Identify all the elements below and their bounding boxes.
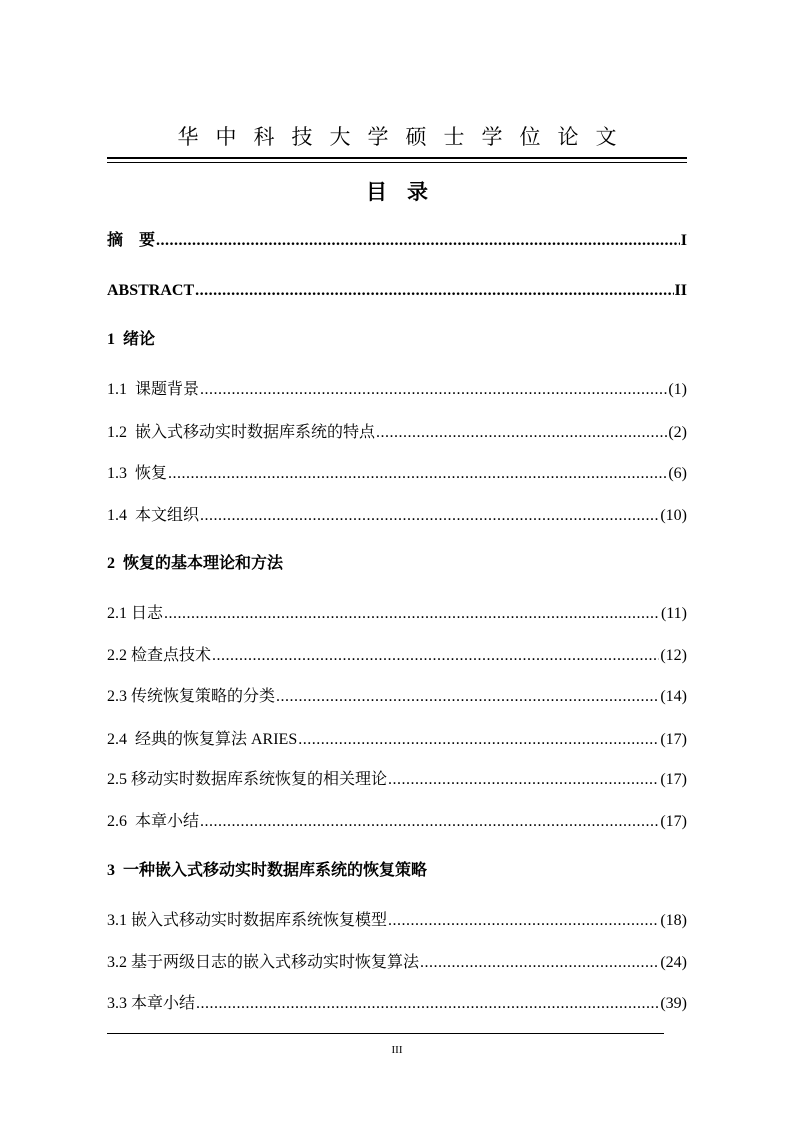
toc-entry-label: 2.5 移动实时数据库系统恢复的相关理论 <box>107 771 388 788</box>
toc-leader-dots <box>388 767 659 793</box>
footer-rule <box>107 1033 664 1034</box>
page-number: III <box>391 1044 403 1056</box>
toc-entry-page: (12) <box>660 647 687 664</box>
toc-entry-2-5[interactable] <box>107 767 687 793</box>
toc-title-left: 目 <box>366 180 387 204</box>
toc-entry-label: 2.2 检查点技术 <box>107 647 212 664</box>
toc-leader-dots <box>298 727 659 753</box>
toc-entry-abstract-cn[interactable] <box>107 228 687 254</box>
toc-leader-dots <box>420 950 659 976</box>
toc-entry-page: (18) <box>660 912 687 929</box>
toc-leader-dots <box>276 684 659 710</box>
toc-entry-label: 1.1 课题背景 <box>107 381 200 398</box>
toc-entry-2-1[interactable] <box>107 601 687 627</box>
toc-leader-dots <box>388 908 659 934</box>
toc-entry-label: 3.1 嵌入式移动实时数据库系统恢复模型 <box>107 912 388 929</box>
toc-entry-page: (11) <box>660 605 687 622</box>
toc-leader-dots <box>196 991 659 1017</box>
toc-leader-dots <box>200 503 659 529</box>
toc-entry-3-1[interactable] <box>107 908 687 934</box>
toc-entry-1-1[interactable] <box>107 377 687 403</box>
toc-entry-label: 3.3 本章小结 <box>107 995 196 1012</box>
toc-entry-page: (39) <box>660 995 687 1012</box>
toc-chapter-1[interactable]: 1 绪论 <box>107 331 156 348</box>
toc-entry-2-6[interactable] <box>107 809 687 835</box>
toc-entry-page: (17) <box>660 731 687 748</box>
toc-entry-page: (6) <box>668 465 687 482</box>
toc-entry-label: 2.3 传统恢复策略的分类 <box>107 688 276 705</box>
header-rule-thin <box>107 162 687 163</box>
toc-entry-label: 2.4 经典的恢复算法 ARIES <box>107 731 298 748</box>
toc-entry-page: (1) <box>668 381 687 398</box>
toc-entry-page: I <box>680 232 687 249</box>
toc-entry-label: 1.4 本文组织 <box>107 507 200 524</box>
toc-leader-dots <box>200 809 659 835</box>
toc-entry-3-2[interactable] <box>107 950 687 976</box>
toc-leader-dots <box>195 278 673 304</box>
toc-leader-dots <box>376 420 667 446</box>
toc-entry-2-4[interactable] <box>107 727 687 753</box>
toc-entry-page: II <box>674 282 687 299</box>
toc-entry-label: ABSTRACT <box>107 282 195 299</box>
toc-entry-3-3[interactable] <box>107 991 687 1017</box>
toc-entry-label: 1.2 嵌入式移动实时数据库系统的特点 <box>107 424 376 441</box>
toc-entry-label: 摘 要 <box>107 232 156 249</box>
toc-entry-1-4[interactable] <box>107 503 687 529</box>
toc-title <box>107 178 687 206</box>
toc-entry-2-2[interactable] <box>107 643 687 669</box>
toc-entry-page: (17) <box>660 813 687 830</box>
toc-chapter-2[interactable]: 2 恢复的基本理论和方法 <box>107 555 284 572</box>
toc-leader-dots <box>164 601 660 627</box>
toc-title-right: 录 <box>407 180 428 204</box>
toc-entry-label: 2.1 日志 <box>107 605 164 622</box>
toc-entry-page: (10) <box>660 507 687 524</box>
toc-leader-dots <box>168 461 667 487</box>
toc-entry-abstract-en[interactable] <box>107 278 687 304</box>
toc-leader-dots <box>212 643 659 669</box>
toc-chapter-3[interactable]: 3 一种嵌入式移动实时数据库系统的恢复策略 <box>107 862 428 879</box>
toc-entry-label: 3.2 基于两级日志的嵌入式移动实时恢复算法 <box>107 954 420 971</box>
toc-entry-1-3[interactable] <box>107 461 687 487</box>
toc-entry-page: (14) <box>660 688 687 705</box>
running-header: 华中科技大学硕士学位论文 <box>177 125 634 149</box>
toc-leader-dots <box>156 228 680 254</box>
toc-entry-2-3[interactable] <box>107 684 687 710</box>
toc-leader-dots <box>200 377 667 403</box>
toc-entry-1-2[interactable] <box>107 420 687 446</box>
toc-entry-page: (17) <box>660 771 687 788</box>
header-rule-thick <box>107 157 687 159</box>
toc-entry-label: 2.6 本章小结 <box>107 813 200 830</box>
toc-entry-page: (24) <box>660 954 687 971</box>
toc-entry-label: 1.3 恢复 <box>107 465 168 482</box>
toc-entry-page: (2) <box>668 424 687 441</box>
